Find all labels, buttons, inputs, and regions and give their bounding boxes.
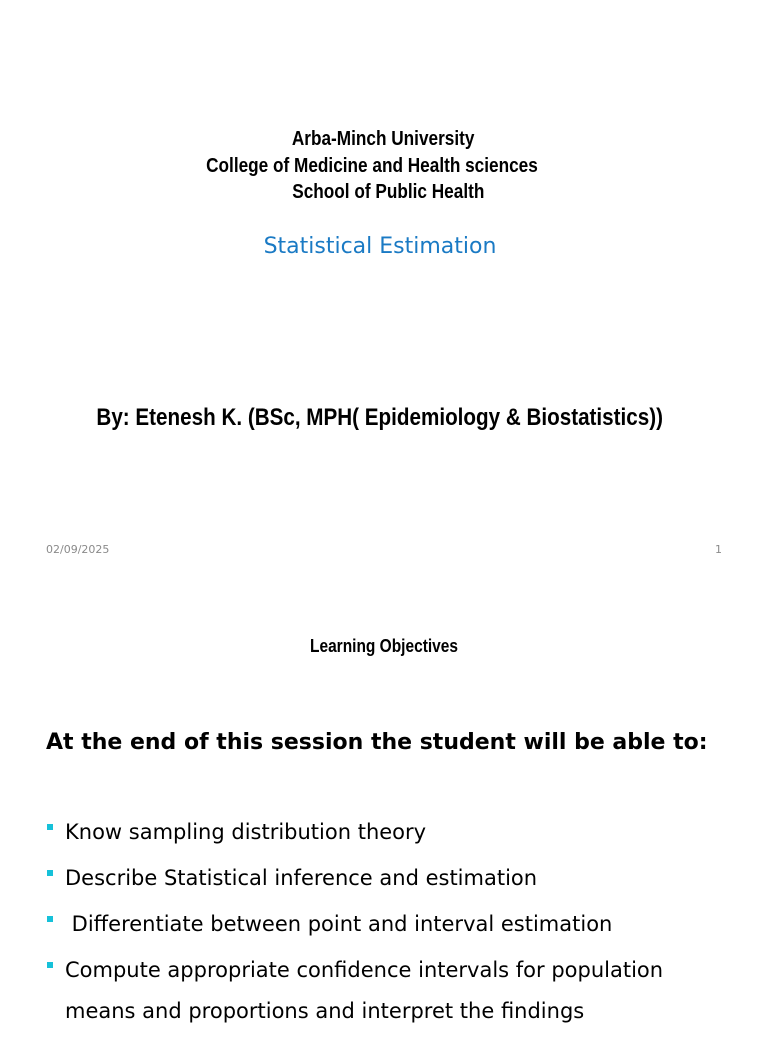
square-bullet-icon xyxy=(47,824,53,830)
author-line xyxy=(54,404,714,432)
objectives-list xyxy=(46,812,736,1037)
presentation-title xyxy=(0,234,768,259)
institution-header xyxy=(54,126,714,206)
slide-date: 02/09/2025 xyxy=(46,543,110,556)
list-item xyxy=(46,812,736,853)
square-bullet-icon xyxy=(47,870,53,876)
list-item xyxy=(46,858,736,899)
college-name: College of Medicine and Health sciences xyxy=(206,154,538,177)
objective-text: Differentiate between point and interval estimation xyxy=(65,912,613,936)
square-bullet-icon xyxy=(47,916,53,922)
objective-text: Compute appropriate confidence intervals for population means and proportions and interpret the findings xyxy=(65,958,664,1023)
square-bullet-icon xyxy=(47,962,53,968)
list-item xyxy=(46,904,736,945)
slide-number: 1 xyxy=(715,543,722,556)
list-item xyxy=(46,950,736,1032)
presentation-title-text: Statistical Estimation xyxy=(263,234,497,259)
objective-text: Know sampling distribution theory xyxy=(65,820,427,844)
intro-text: At the end of this session the student will be able to: xyxy=(46,730,708,755)
author-text: By: Etenesh K. (BSc, MPH( Epidemiology & Biostatistics)) xyxy=(96,404,663,431)
objective-text: Describe Statistical inference and estimation xyxy=(65,866,538,890)
university-name: Arba-Minch University xyxy=(291,128,475,150)
slide-title: Learning Objectives xyxy=(310,636,458,656)
school-name: School of Public Health xyxy=(292,181,485,203)
slide-learning-objectives xyxy=(0,576,768,1024)
